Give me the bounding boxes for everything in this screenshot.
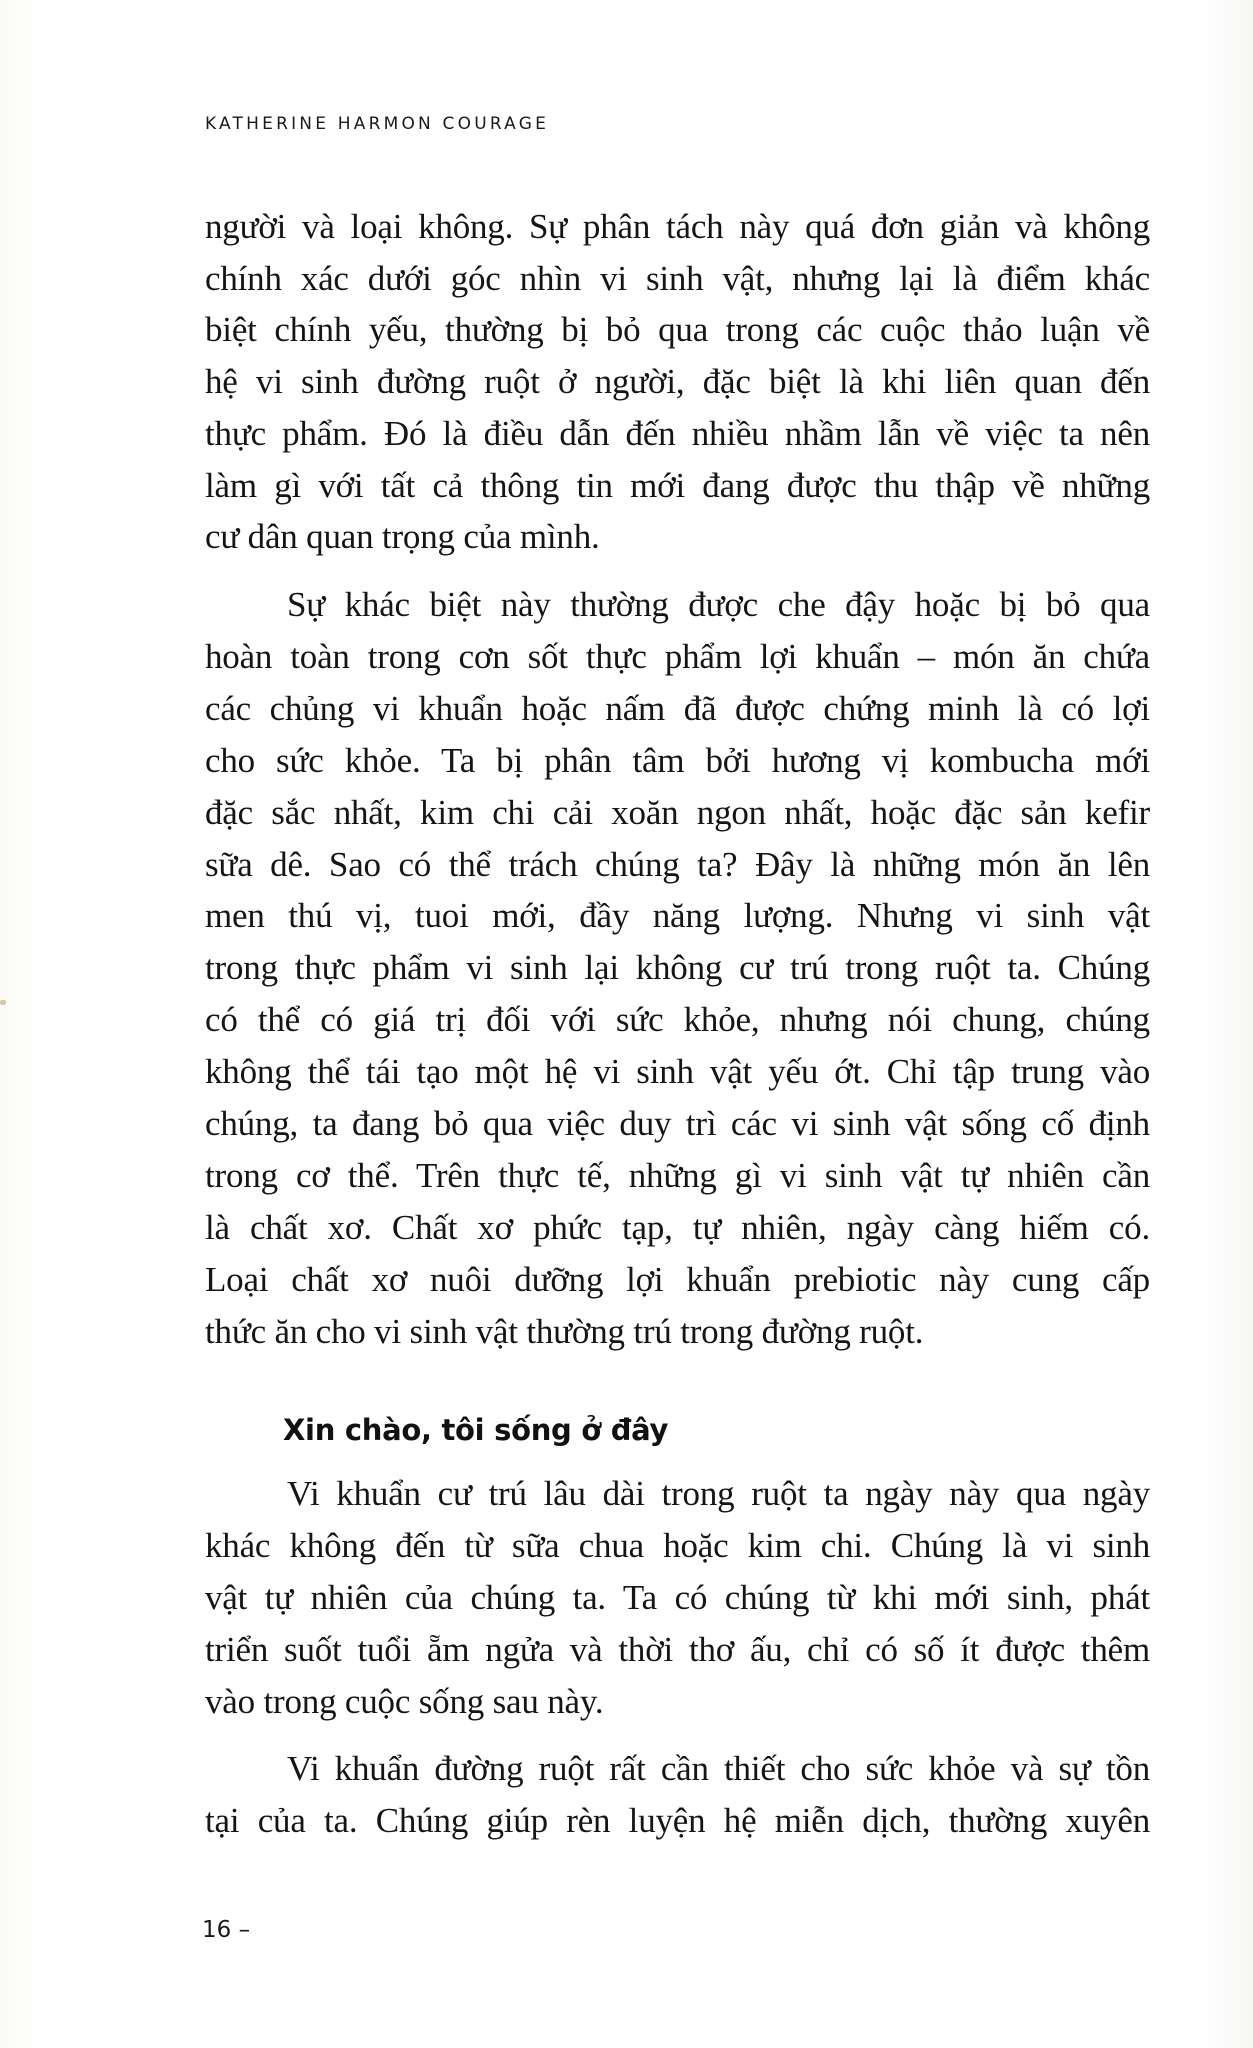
- text-line: tại của ta. Chúng giúp rèn luyện hệ miễn dịch, thường xuyên: [205, 1801, 1150, 1840]
- text-line: chúng, ta đang bỏ qua việc duy trì các vi sinh vật sống cố định: [205, 1104, 1150, 1143]
- text-line: cho sức khỏe. Ta bị phân tâm bởi hương vị kombucha mới: [205, 741, 1150, 780]
- text-line: cư dân quan trọng của mình.: [205, 517, 600, 556]
- text-line: không thể tái tạo một hệ vi sinh vật yếu ớt. Chỉ tập trung vào: [205, 1052, 1150, 1091]
- text-line: Vi khuẩn đường ruột rất cần thiết cho sức khỏe và sự tồn: [287, 1749, 1150, 1788]
- text-line: men thú vị, tuoi mới, đầy năng lượng. Nhưng vi sinh vật: [205, 896, 1150, 935]
- text-line: người và loại không. Sự phân tách này quá đơn giản và không: [205, 207, 1150, 246]
- text-line: trong cơ thể. Trên thực tế, những gì vi sinh vật tự nhiên cần: [205, 1156, 1150, 1195]
- text-line: Sự khác biệt này thường được che đậy hoặc bị bỏ qua: [287, 585, 1150, 624]
- text-line: thực phẩm. Đó là điều dẫn đến nhiều nhầm lẫn về việc ta nên: [205, 414, 1150, 453]
- text-line: đặc sắc nhất, kim chi cải xoăn ngon nhất, hoặc đặc sản kefir: [205, 793, 1150, 832]
- paper-edge-mark: [0, 1000, 6, 1005]
- text-line: làm gì với tất cả thông tin mới đang được thu thập về những: [205, 466, 1150, 505]
- text-line: triển suốt tuổi ẵm ngửa và thời thơ ấu, chỉ có số ít được thêm: [205, 1630, 1150, 1669]
- text-line: chính xác dưới góc nhìn vi sinh vật, nhưng lại là điểm khác: [205, 259, 1150, 298]
- running-head-author: KATHERINE HARMON COURAGE: [205, 114, 550, 134]
- text-line: có thể có giá trị đối với sức khỏe, nhưng nói chung, chúng: [205, 1000, 1150, 1039]
- text-line: Loại chất xơ nuôi dưỡng lợi khuẩn prebiotic này cung cấp: [205, 1260, 1150, 1299]
- text-line: khác không đến từ sữa chua hoặc kim chi. Chúng là vi sinh: [205, 1526, 1150, 1565]
- text-line: hệ vi sinh đường ruột ở người, đặc biệt là khi liên quan đến: [205, 362, 1150, 401]
- text-line: các chủng vi khuẩn hoặc nấm đã được chứng minh là có lợi: [205, 689, 1150, 728]
- text-line: vật tự nhiên của chúng ta. Ta có chúng từ khi mới sinh, phát: [205, 1578, 1150, 1617]
- text-line: biệt chính yếu, thường bị bỏ qua trong các cuộc thảo luận về: [205, 310, 1150, 349]
- text-line: Vi khuẩn cư trú lâu dài trong ruột ta ngày này qua ngày: [287, 1474, 1150, 1513]
- text-line: sữa dê. Sao có thể trách chúng ta? Đây là những món ăn lên: [205, 845, 1150, 884]
- page-number: 16 –: [202, 1917, 251, 1943]
- text-line: vào trong cuộc sống sau này.: [205, 1682, 604, 1721]
- text-line: thức ăn cho vi sinh vật thường trú trong đường ruột.: [205, 1312, 924, 1351]
- section-heading: Xin chào, tôi sống ở đây: [283, 1413, 669, 1447]
- text-line: hoàn toàn trong cơn sốt thực phẩm lợi khuẩn – món ăn chứa: [205, 637, 1150, 676]
- text-line: trong thực phẩm vi sinh lại không cư trú trong ruột ta. Chúng: [205, 948, 1150, 987]
- text-line: là chất xơ. Chất xơ phức tạp, tự nhiên, ngày càng hiếm có.: [205, 1208, 1150, 1247]
